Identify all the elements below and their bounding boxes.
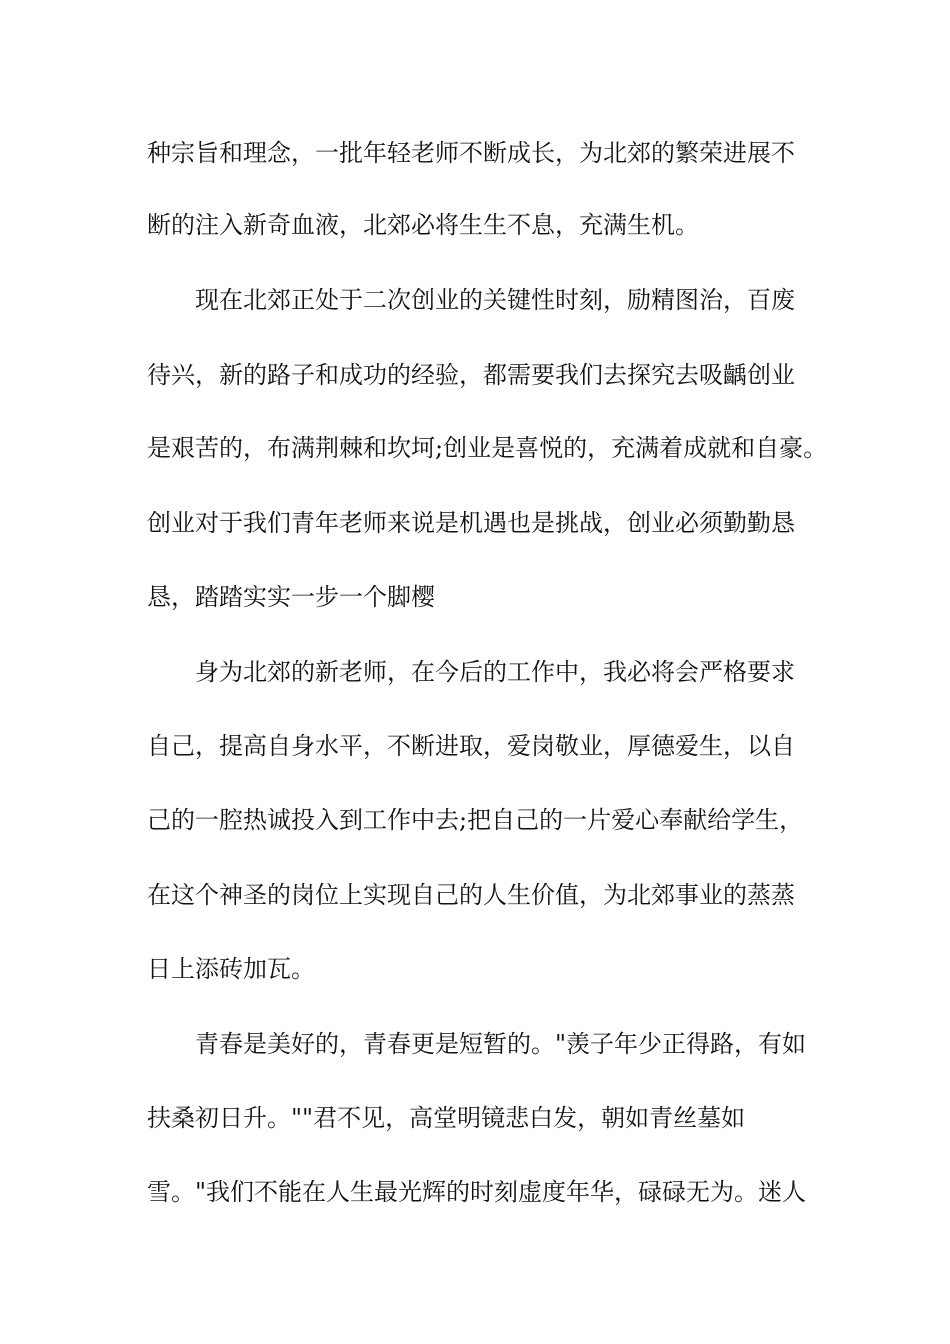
text-line: 种宗旨和理念，一批年轻老师不断成长，为北郊的繁荣进展不: [147, 139, 795, 167]
text-line: 待兴，新的路子和成功的经验，都需要我们去探究去吸齲创业: [147, 361, 795, 389]
text-line: 日上添砖加瓦。: [147, 955, 315, 983]
text-line: 创业对于我们青年老师来说是机遇也是挑战，创业必须勤勤恳: [147, 509, 795, 537]
paragraph-first-line: 现在北郊正处于二次创业的关键性时刻，励精图治，百废: [195, 286, 795, 314]
paragraph-first-line: 身为北郊的新老师，在今后的工作中，我必将会严格要求: [195, 658, 795, 686]
text-line: 扶桑初日升。""君不见，高堂明镜悲白发，朝如青丝墓如: [147, 1104, 746, 1132]
text-line: 恳，踏踏实实一步一个脚樱: [147, 583, 435, 611]
text-line: 是艰苦的，布满荆棘和坎坷;创业是喜悦的，充满着成就和自豪。: [147, 434, 828, 462]
text-line: 自己，提高自身水平，不断进取，爱岗敬业，厚德爱生，以自: [147, 732, 795, 760]
text-line: 己的一腔热诚投入到工作中去;把自己的一片爱心奉献给学生，: [147, 806, 804, 834]
text-line: 雪。"我们不能在人生最光辉的时刻虚度年华，碌碌无为。迷人: [147, 1178, 807, 1206]
text-line: 在这个神圣的岗位上实现自己的人生价值，为北郊事业的蒸蒸: [147, 881, 795, 909]
text-line: 断的注入新奇血液，北郊必将生生不息，充满生机。: [147, 211, 699, 239]
paragraph-first-line: 青春是美好的，青春更是短暂的。"羡子年少正得路，有如: [195, 1030, 807, 1058]
